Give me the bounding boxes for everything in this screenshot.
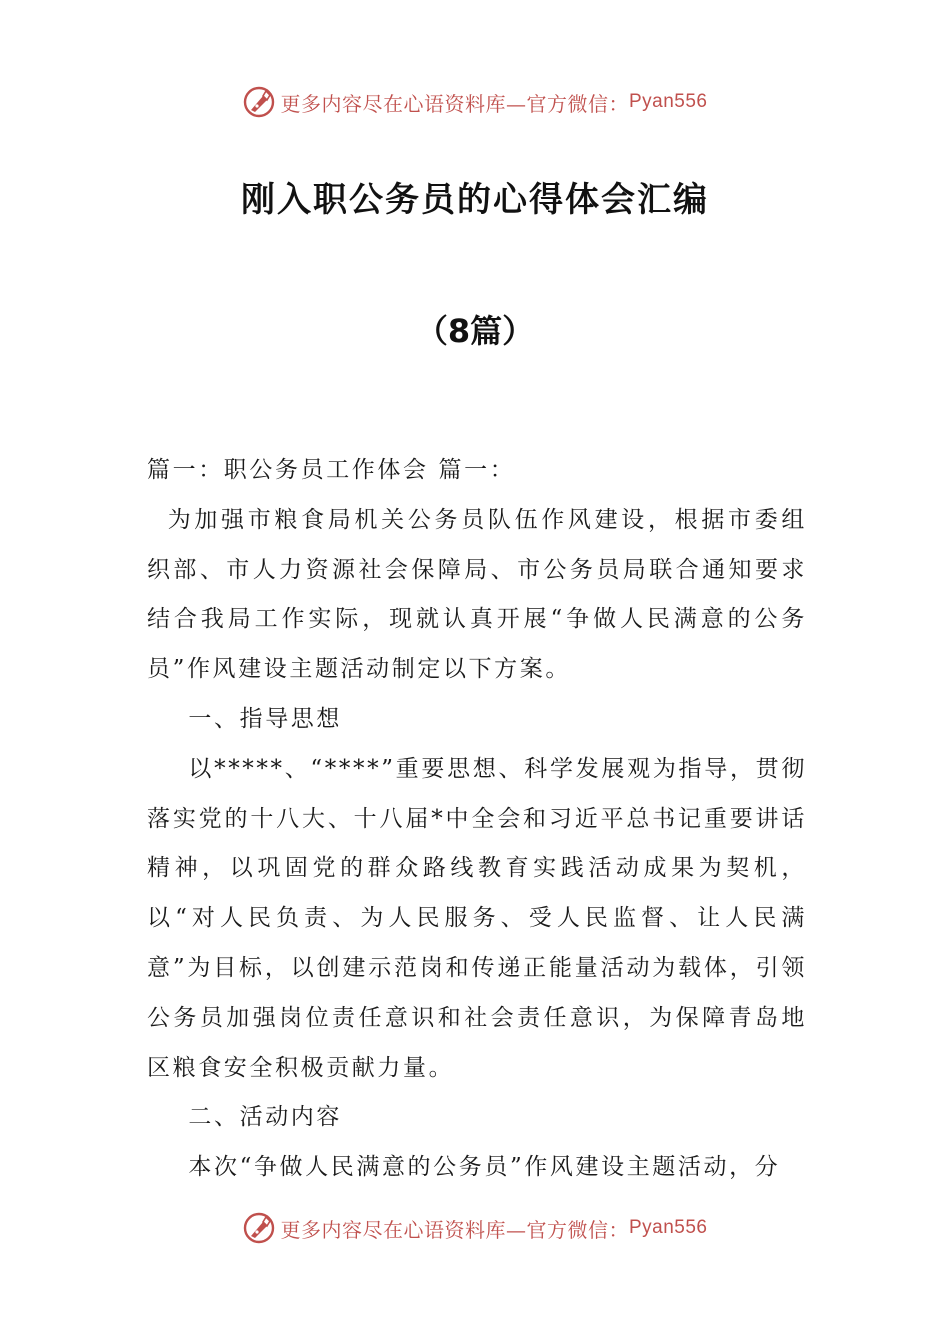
body-paragraph: 以*****、“****”重要思想、科学发展观为指导，贯彻落实党的十八大、十八届*中全会和习近平总书记重要讲话精神，以巩固党的群众路线教育实践活动成果为契机，以“对人民负责、为人民服务、受人民监督、让人民满意”为目标，以创建示范岗和传递正能量活动为载体，引领公务员加强岗位责任意识和社会责任意识，为保障青岛地区粮食安全积极贡献力量。: [147, 755, 807, 1081]
subsection-heading: 一、指导思想: [188, 705, 342, 732]
watermark-wechat-id: Pyan556: [628, 91, 708, 112]
pen-nib-logo-icon: [242, 1211, 276, 1245]
section-heading: 篇一：职公务员工作体会 篇一：: [147, 457, 516, 483]
document-subtitle: （8篇）: [415, 312, 535, 350]
footer-watermark: [0, 1208, 950, 1248]
pen-nib-logo-icon: [242, 85, 276, 119]
header-watermark: [0, 82, 950, 122]
subsection-heading: 二、活动内容: [188, 1104, 342, 1131]
watermark-text: 更多内容尽在心语资料库—官方微信：: [280, 1217, 629, 1242]
document-body: [147, 446, 807, 1193]
watermark-wechat-id: Pyan556: [628, 1217, 708, 1238]
watermark-text: 更多内容尽在心语资料库—官方微信：: [280, 91, 629, 116]
body-paragraph: 为加强市粮食局机关公务员队伍作风建设，根据市委组织部、市人力资源社会保障局、市公务员局联合通知要求结合我局工作实际，现就认真开展“争做人民满意的公务员”作风建设主题活动制定以下方案。: [147, 506, 807, 683]
body-paragraph: 本次“争做人民满意的公务员”作风建设主题活动，分: [188, 1154, 781, 1181]
document-title: 刚入职公务员的心得体会汇编: [241, 180, 709, 220]
